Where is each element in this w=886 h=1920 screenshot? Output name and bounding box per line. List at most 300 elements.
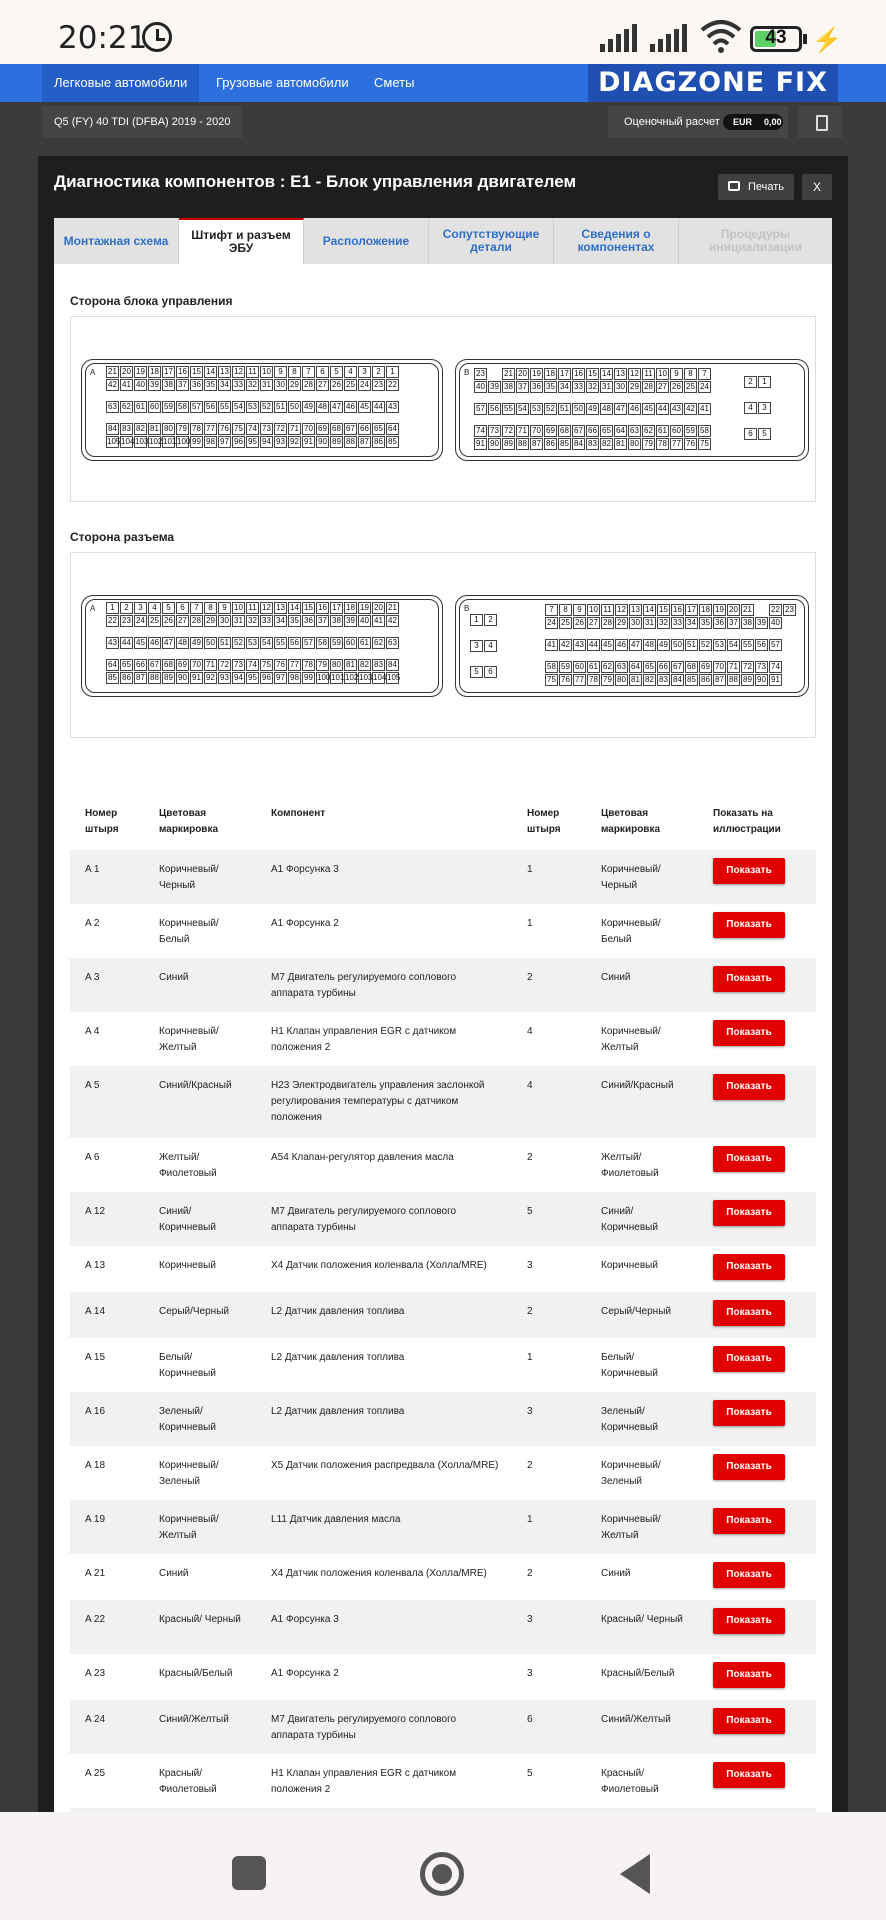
show-cell xyxy=(698,1338,816,1392)
pin: 57 xyxy=(474,403,487,415)
pin: 12 xyxy=(628,368,641,380)
pin: 67 xyxy=(344,423,357,435)
pin: 56 xyxy=(755,639,768,651)
pin: 9 xyxy=(218,602,231,614)
pin: 43 xyxy=(386,401,399,413)
pin: 88 xyxy=(516,438,529,450)
wifi-icon xyxy=(700,18,742,54)
color-cell: Красный/Белый xyxy=(159,1668,233,1679)
pin: 98 xyxy=(204,436,217,448)
pin: 74 xyxy=(246,423,259,435)
pin: 31 xyxy=(643,617,656,629)
pin: 61 xyxy=(358,637,371,649)
component-cell: H23 Электродвигатель управления заслонкой регулирования температуры с датчиком положения xyxy=(271,1080,485,1123)
pin: 13 xyxy=(614,368,627,380)
pin: 1 xyxy=(758,376,771,388)
brand-logo[interactable]: DIAGZONE FIX xyxy=(588,64,838,102)
pin: 97 xyxy=(218,436,231,448)
table-row xyxy=(70,1192,816,1246)
pin: 94 xyxy=(260,436,273,448)
pin-row xyxy=(106,659,399,671)
component-cell: L11 Датчик давления масла xyxy=(271,1514,401,1525)
pin: 89 xyxy=(502,438,515,450)
pin: 48 xyxy=(600,403,613,415)
printer-icon xyxy=(728,181,740,191)
battery-level: 43 xyxy=(765,27,787,48)
pin: 91 xyxy=(190,672,203,684)
pin: 26 xyxy=(670,381,683,393)
show-cell xyxy=(698,1600,816,1654)
pin: 95 xyxy=(246,436,259,448)
pin: 20 xyxy=(120,366,133,378)
pin: 28 xyxy=(190,615,203,627)
pin: 28 xyxy=(302,379,315,391)
pin: 19 xyxy=(134,366,147,378)
pin: 74 xyxy=(769,661,782,673)
pin2-cell: 1 xyxy=(527,1514,533,1525)
pin: 76 xyxy=(559,674,572,686)
pin: 79 xyxy=(642,438,655,450)
pin: 88 xyxy=(727,674,740,686)
pin: 15 xyxy=(302,602,315,614)
pin: 77 xyxy=(670,438,683,450)
pin-cell: A 2 xyxy=(85,918,100,929)
show-button[interactable]: Показать xyxy=(713,1708,785,1734)
pin: 21 xyxy=(386,602,399,614)
pin: 87 xyxy=(134,672,147,684)
pin2-cell: 2 xyxy=(527,1460,533,1471)
pin: 54 xyxy=(516,403,529,415)
pin: 72 xyxy=(502,425,515,437)
pin: 88 xyxy=(148,672,161,684)
pin2-cell: 1 xyxy=(527,1352,533,1363)
pin: 87 xyxy=(530,438,543,450)
signal-icon xyxy=(650,24,687,52)
pin-row xyxy=(474,438,711,450)
pin: 90 xyxy=(176,672,189,684)
pin: 17 xyxy=(685,604,698,616)
pin: 7 xyxy=(302,366,315,378)
battery-tip xyxy=(803,34,807,44)
pin: 71 xyxy=(516,425,529,437)
pin: 93 xyxy=(218,672,231,684)
pin: 91 xyxy=(302,436,315,448)
pin-cell: A 15 xyxy=(85,1352,106,1363)
pin: 37 xyxy=(316,615,329,627)
pin-row xyxy=(474,381,711,393)
pin: 70 xyxy=(530,425,543,437)
pin-row xyxy=(106,436,399,448)
pin2-cell: 4 xyxy=(527,1026,533,1037)
home-icon[interactable] xyxy=(420,1852,464,1896)
component-cell: X4 Датчик положения коленвала (Холла/MRE) xyxy=(271,1260,487,1271)
pin: 56 xyxy=(488,403,501,415)
pin2-cell: 1 xyxy=(527,918,533,929)
pin: 8 xyxy=(204,602,217,614)
pin2-cell: 3 xyxy=(527,1668,533,1679)
show-cell xyxy=(698,850,816,904)
pin: 81 xyxy=(614,438,627,450)
pin: 50 xyxy=(288,401,301,413)
show-button[interactable]: Показать xyxy=(713,1020,785,1046)
calculator-icon[interactable] xyxy=(798,106,842,138)
pin: 40 xyxy=(134,379,147,391)
show-button[interactable]: Показать xyxy=(713,1400,785,1426)
pin: 83 xyxy=(120,423,133,435)
pin: 3 xyxy=(470,640,483,652)
modal-title: Диагностика компонентов : E1 - Блок управления двигателем xyxy=(54,172,577,191)
pin: 68 xyxy=(558,425,571,437)
pin: 55 xyxy=(274,637,287,649)
pin-cell: A 13 xyxy=(85,1260,106,1271)
pin: 60 xyxy=(670,425,683,437)
pin: 8 xyxy=(559,604,572,616)
color2-cell: Коричневый/ Желтый xyxy=(601,1514,661,1541)
show-button[interactable]: Показать xyxy=(713,1200,785,1226)
pin: 4 xyxy=(744,402,757,414)
pin-cell: A 23 xyxy=(85,1668,106,1679)
pin: 37 xyxy=(727,617,740,629)
header-pin: Номер штыря xyxy=(85,808,119,835)
show-button[interactable]: Показать xyxy=(713,1662,785,1688)
back-icon[interactable] xyxy=(620,1854,650,1894)
table-row xyxy=(70,1338,816,1392)
pin: 25 xyxy=(344,379,357,391)
pin: 31 xyxy=(600,381,613,393)
pin: 93 xyxy=(274,436,287,448)
component-cell: A1 Форсунка 2 xyxy=(271,918,339,929)
pin: 105 xyxy=(107,437,121,446)
pin: 27 xyxy=(316,379,329,391)
pin: 39 xyxy=(148,379,161,391)
pin: 79 xyxy=(176,423,189,435)
header-component: Компонент xyxy=(271,808,326,819)
show-button[interactable]: Показать xyxy=(713,1254,785,1280)
pin: 86 xyxy=(699,674,712,686)
pin: 101 xyxy=(163,437,177,446)
pin: 54 xyxy=(260,637,273,649)
pin: 42 xyxy=(386,615,399,627)
pin: 59 xyxy=(684,425,697,437)
pin: 53 xyxy=(246,401,259,413)
pin: 48 xyxy=(176,637,189,649)
recent-apps-icon[interactable] xyxy=(232,1856,266,1890)
component-cell: M7 Двигатель регулируемого соплового аппарата турбины xyxy=(271,1714,457,1741)
pin: 15 xyxy=(657,604,670,616)
show-button[interactable]: Показать xyxy=(713,1074,785,1100)
pin: 84 xyxy=(386,659,399,671)
pin: 3 xyxy=(134,602,147,614)
pin: 79 xyxy=(601,674,614,686)
pin: 86 xyxy=(120,672,133,684)
connector-a-plug xyxy=(81,595,443,697)
pin-row xyxy=(545,617,782,629)
pin: 86 xyxy=(372,436,385,448)
pin2-cell: 2 xyxy=(527,1568,533,1579)
pin: 49 xyxy=(190,637,203,649)
pin: 49 xyxy=(657,639,670,651)
pin: 60 xyxy=(148,401,161,413)
pin: 44 xyxy=(372,401,385,413)
pin: 33 xyxy=(572,381,585,393)
pin: 5 xyxy=(470,666,483,678)
pin: 51 xyxy=(274,401,287,413)
pin: 81 xyxy=(629,674,642,686)
pin-row xyxy=(106,379,399,391)
tab-ecu-pinout[interactable]: Штифт и разъем ЭБУ xyxy=(179,218,304,264)
tab-component-info[interactable]: Сведения о компонентах xyxy=(554,218,679,264)
print-button[interactable] xyxy=(718,174,794,200)
pin: 86 xyxy=(544,438,557,450)
pin: 38 xyxy=(162,379,175,391)
pin: 32 xyxy=(586,381,599,393)
show-button[interactable]: Показать xyxy=(713,1508,785,1534)
color2-cell: Желтый/ Фиолетовый xyxy=(601,1152,659,1179)
system-navigation-bar xyxy=(0,1812,886,1920)
pin: 8 xyxy=(684,368,697,380)
charging-icon: ⚡ xyxy=(812,27,842,54)
pin-row xyxy=(474,425,711,437)
show-button[interactable]: Показать xyxy=(713,858,785,884)
pin: 7 xyxy=(190,602,203,614)
pin: 27 xyxy=(176,615,189,627)
pin: 48 xyxy=(316,401,329,413)
component-cell: L2 Датчик давления топлива xyxy=(271,1406,405,1417)
alarm-icon xyxy=(142,22,172,52)
vehicle-selector[interactable]: Q5 (FY) 40 TDI (DFBA) 2019 - 2020 xyxy=(42,106,242,138)
table-row xyxy=(70,1600,816,1654)
pin: 75 xyxy=(545,674,558,686)
pin-cell: A 18 xyxy=(85,1460,106,1471)
pin: 9 xyxy=(573,604,586,616)
pin: 83 xyxy=(586,438,599,450)
pin: 10 xyxy=(260,366,273,378)
pin: 22 xyxy=(386,379,399,391)
pin: 63 xyxy=(615,661,628,673)
tab-init-procedures: Процедуры инициализации xyxy=(708,227,803,254)
pin: 8 xyxy=(288,366,301,378)
component-cell: M7 Двигатель регулируемого соплового аппарата турбины xyxy=(271,1206,457,1233)
show-button[interactable]: Показать xyxy=(713,1300,785,1326)
pin: 57 xyxy=(769,639,782,651)
table-row xyxy=(70,1138,816,1192)
pin: 73 xyxy=(488,425,501,437)
pin: 2 xyxy=(372,366,385,378)
nav-trucks[interactable]: Грузовые автомобили xyxy=(216,75,349,90)
show-button[interactable]: Показать xyxy=(713,1454,785,1480)
pin: 62 xyxy=(642,425,655,437)
pin: 19 xyxy=(530,368,543,380)
pin: 46 xyxy=(344,401,357,413)
pin2-cell: 3 xyxy=(527,1260,533,1271)
show-button[interactable]: Показать xyxy=(713,1146,785,1172)
pin: 38 xyxy=(741,617,754,629)
pin: 82 xyxy=(643,674,656,686)
pin: 42 xyxy=(106,379,119,391)
color2-cell: Серый/Черный xyxy=(601,1306,671,1317)
color2-cell: Синий/Желтый xyxy=(601,1714,671,1725)
tab-related-parts[interactable]: Сопутствующие детали xyxy=(429,218,554,264)
pin: 7 xyxy=(545,604,558,616)
show-cell xyxy=(698,1012,816,1066)
color-cell: Синий/Красный xyxy=(159,1080,232,1091)
pin: 55 xyxy=(741,639,754,651)
pin: 11 xyxy=(642,368,655,380)
pin: 88 xyxy=(344,436,357,448)
show-button[interactable]: Показать xyxy=(713,1608,785,1634)
pin: 36 xyxy=(713,617,726,629)
pin: 42 xyxy=(559,639,572,651)
component-cell: L2 Датчик давления топлива xyxy=(271,1306,405,1317)
pin2-cell: 3 xyxy=(527,1406,533,1417)
pin: 12 xyxy=(232,366,245,378)
pin-cell: A 14 xyxy=(85,1306,106,1317)
pin-cell: A 21 xyxy=(85,1568,106,1579)
pin xyxy=(755,604,768,616)
pin: 100 xyxy=(177,437,191,446)
pin: 65 xyxy=(120,659,133,671)
pin: 27 xyxy=(587,617,600,629)
pin: 52 xyxy=(232,637,245,649)
tab-bar xyxy=(54,218,832,264)
pin: 85 xyxy=(685,674,698,686)
pin: 16 xyxy=(671,604,684,616)
pin: 25 xyxy=(684,381,697,393)
pin: 27 xyxy=(656,381,669,393)
pin-cell: A 24 xyxy=(85,1714,106,1725)
pin: 6 xyxy=(484,666,497,678)
pin: 35 xyxy=(699,617,712,629)
pin: 79 xyxy=(316,659,329,671)
color-cell: Серый/Черный xyxy=(159,1306,229,1317)
pin-row xyxy=(545,604,796,616)
pin-cell: A 22 xyxy=(85,1614,106,1625)
pin: 91 xyxy=(474,438,487,450)
pin: 18 xyxy=(148,366,161,378)
component-cell: A1 Форсунка 3 xyxy=(271,864,339,875)
estimate-widget[interactable] xyxy=(608,106,788,138)
pin: 35 xyxy=(204,379,217,391)
show-cell xyxy=(698,1554,816,1600)
pin: 33 xyxy=(260,615,273,627)
pin: 18 xyxy=(544,368,557,380)
pin: 2 xyxy=(484,614,497,626)
pin-row xyxy=(470,614,497,626)
nav-cars[interactable]: Легковые автомобили xyxy=(42,64,199,102)
pin: 64 xyxy=(106,659,119,671)
pin: 18 xyxy=(699,604,712,616)
connector-b-plug xyxy=(455,595,809,697)
pin-cell: A 16 xyxy=(85,1406,106,1417)
vehicle-bar xyxy=(0,102,886,142)
show-button[interactable]: Показать xyxy=(713,1762,785,1788)
signal-icon xyxy=(600,24,637,52)
show-button[interactable]: Показать xyxy=(713,1562,785,1588)
pin: 67 xyxy=(671,661,684,673)
pin: 1 xyxy=(470,614,483,626)
pin: 6 xyxy=(316,366,329,378)
pin: 9 xyxy=(670,368,683,380)
close-button[interactable]: X xyxy=(802,174,832,200)
pin: 78 xyxy=(190,423,203,435)
pin: 49 xyxy=(302,401,315,413)
pin: 59 xyxy=(330,637,343,649)
pin: 36 xyxy=(190,379,203,391)
pin: 64 xyxy=(629,661,642,673)
pin: 3 xyxy=(758,402,771,414)
color2-cell: Коричневый xyxy=(601,1260,658,1271)
pin: 20 xyxy=(516,368,529,380)
pin: 69 xyxy=(176,659,189,671)
pin-row xyxy=(545,661,782,673)
pin: 5 xyxy=(758,428,771,440)
show-cell xyxy=(698,1392,816,1446)
pin: 78 xyxy=(656,438,669,450)
component-modal xyxy=(38,156,848,1812)
pin: 61 xyxy=(134,401,147,413)
pin: 66 xyxy=(657,661,670,673)
pin: 63 xyxy=(386,637,399,649)
pin: 34 xyxy=(218,379,231,391)
pin: 91 xyxy=(769,674,782,686)
pin: 23 xyxy=(120,615,133,627)
pin: 89 xyxy=(162,672,175,684)
pin: 76 xyxy=(218,423,231,435)
pin2-cell: 4 xyxy=(527,1080,533,1091)
pin: 28 xyxy=(642,381,655,393)
pin: 23 xyxy=(783,604,796,616)
pin: 39 xyxy=(488,381,501,393)
pin: 1 xyxy=(386,366,399,378)
color-cell: Синий xyxy=(159,972,189,983)
pin: 39 xyxy=(344,615,357,627)
pin: 40 xyxy=(474,381,487,393)
pin: 15 xyxy=(190,366,203,378)
pin: 33 xyxy=(232,379,245,391)
pin: 26 xyxy=(330,379,343,391)
pin-row xyxy=(106,366,399,378)
pin: 14 xyxy=(288,602,301,614)
tab-location[interactable]: Расположение xyxy=(304,218,429,264)
show-button[interactable]: Показать xyxy=(713,966,785,992)
estimate-label: Оценочный расчет xyxy=(624,116,720,128)
pin: 58 xyxy=(316,637,329,649)
pin: 11 xyxy=(246,366,259,378)
tab-wiring-diagram[interactable]: Монтажная схема xyxy=(54,218,179,264)
nav-estimates[interactable]: Сметы xyxy=(374,75,415,90)
pin: 29 xyxy=(204,615,217,627)
pin: 46 xyxy=(148,637,161,649)
pin-cell: A 25 xyxy=(85,1768,106,1779)
color-cell: Коричневый/ Белый xyxy=(159,918,219,945)
pin-cell: A 12 xyxy=(85,1206,106,1217)
pin: 45 xyxy=(642,403,655,415)
pin: 72 xyxy=(274,423,287,435)
pin: 1 xyxy=(106,602,119,614)
pin: 11 xyxy=(601,604,614,616)
show-button[interactable]: Показать xyxy=(713,912,785,938)
pin: 5 xyxy=(330,366,343,378)
pin: 92 xyxy=(288,436,301,448)
pin: 36 xyxy=(302,615,315,627)
pin: 48 xyxy=(643,639,656,651)
show-button[interactable]: Показать xyxy=(713,1346,785,1372)
pin2-cell: 1 xyxy=(527,864,533,875)
pin: 41 xyxy=(545,639,558,651)
pin-row xyxy=(474,368,711,380)
pin: 15 xyxy=(586,368,599,380)
pin-row xyxy=(106,401,399,413)
